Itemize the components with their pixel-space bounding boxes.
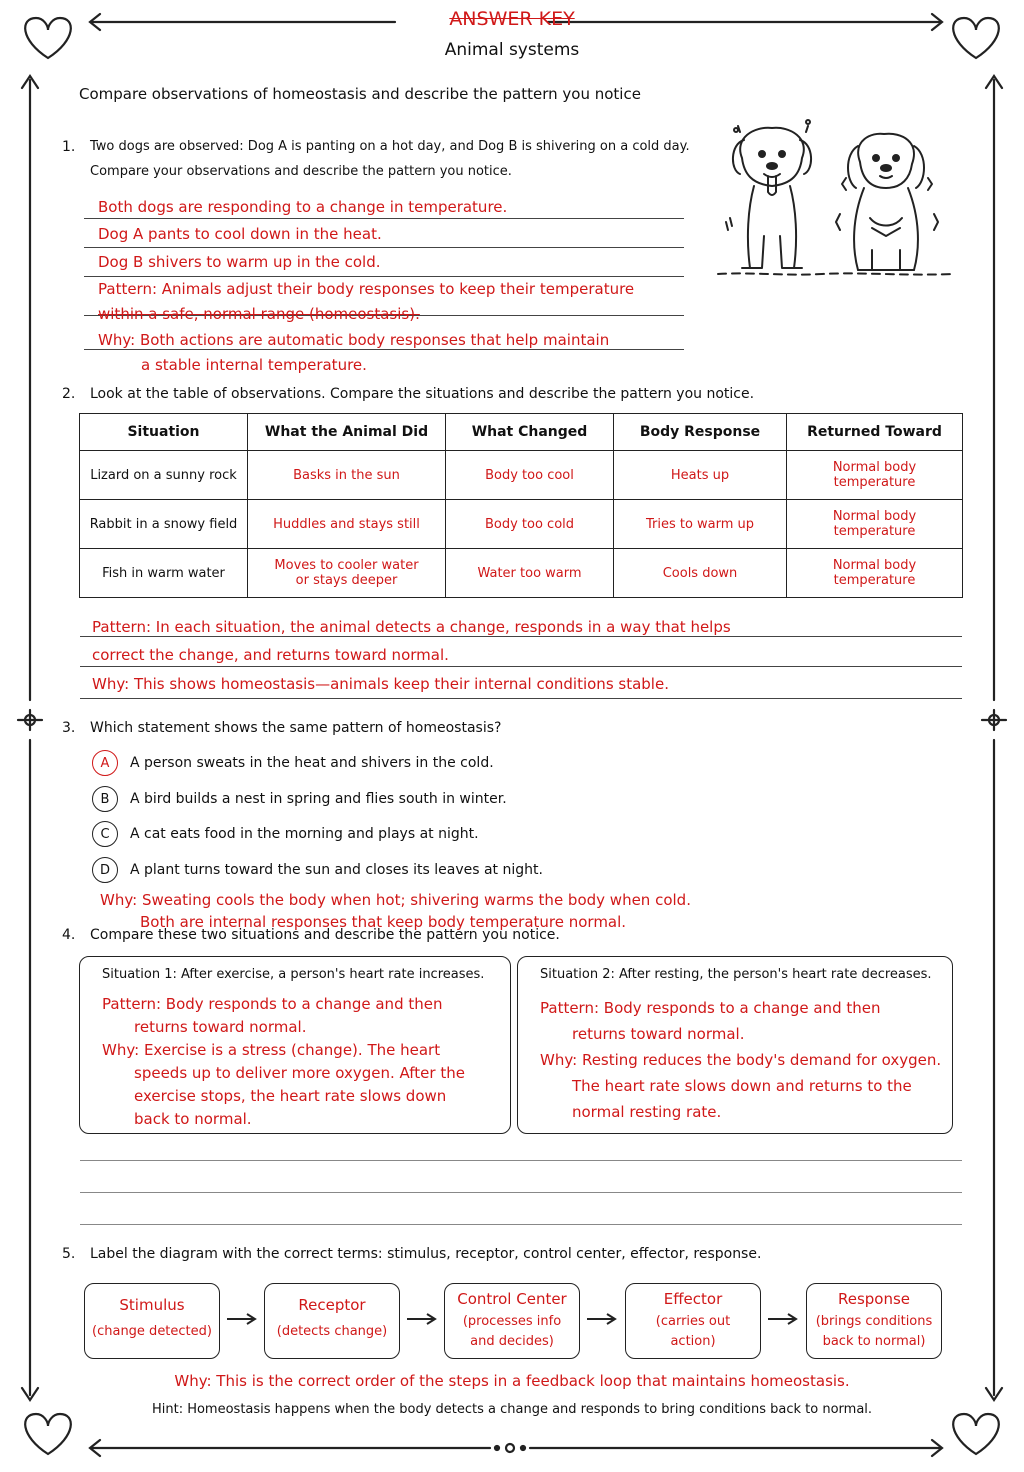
situation-2-heading: Situation 2: After resting, the person's heart rate decreases. — [540, 967, 932, 982]
q2-answer-line: Why: This shows homeostasis—animals keep their internal conditions stable. — [92, 675, 669, 693]
table-header-cell: Situation — [80, 414, 248, 451]
arrow-right-icon — [405, 1312, 439, 1326]
q1-answer-line: within a safe, normal range (homeostasis). — [98, 305, 420, 323]
situation-2-answer — [540, 995, 941, 1125]
q2-answer-line: Pattern: In each situation, the animal detects a change, responds in a way that helps — [92, 618, 731, 636]
table-cell: Body too cold — [446, 500, 614, 549]
situation-1-answer — [102, 993, 465, 1131]
answer-line: returns toward normal. — [572, 1025, 745, 1043]
q1-answer-line: Dog B shivers to warm up in the cold. — [98, 253, 381, 271]
q4-number: 4. — [62, 927, 76, 943]
flow-box-response — [806, 1283, 942, 1359]
answer-line: exercise stops, the heart rate slows down — [134, 1087, 447, 1105]
flow-box-sub: (carries out action) — [655, 1314, 731, 1349]
flow-box-title: Receptor — [298, 1296, 366, 1314]
flow-box-sub: (change detected) — [92, 1324, 212, 1339]
arrow-right-icon — [766, 1312, 800, 1326]
flow-box-title: Response — [837, 1290, 911, 1308]
table-header-row — [80, 414, 963, 451]
table-row — [80, 451, 963, 500]
flow-box-sub: (detects change) — [276, 1324, 388, 1339]
q3-why-line2: Both are internal responses that keep body temperature normal. — [140, 913, 627, 931]
q1-number: 1. — [62, 139, 76, 155]
answer-line: normal resting rate. — [572, 1103, 722, 1121]
q5-number: 5. — [62, 1246, 76, 1262]
table-cell: Body too cool — [446, 451, 614, 500]
table-cell: Huddles and stays still — [248, 500, 446, 549]
q1-answer-line: Both dogs are responding to a change in temperature. — [98, 198, 508, 216]
heart-icon — [25, 1414, 71, 1454]
observations-table — [79, 413, 963, 598]
answer-line: Why: Exercise is a stress (change). The heart — [102, 1041, 441, 1059]
table-row — [80, 500, 963, 549]
table-cell: Cools down — [614, 549, 787, 598]
option-letter: D — [92, 857, 118, 883]
q5-why: Why: This is the correct order of the steps in a feedback loop that maintains homeostasis. — [174, 1372, 850, 1390]
answer-line: Pattern: Body responds to a change and then — [540, 999, 881, 1017]
q3-why-line1: Why: Sweating cools the body when hot; shivering warms the body when cold. — [100, 891, 691, 909]
table-cell: Lizard on a sunny rock — [80, 451, 248, 500]
q4-text: Compare these two situations and describe the pattern you notice. — [90, 927, 560, 943]
option-text: A cat eats food in the morning and plays at night. — [130, 826, 479, 842]
option-letter: B — [92, 786, 118, 812]
q3-option-d[interactable] — [92, 857, 543, 883]
table-cell: Normal body temperature — [787, 500, 963, 549]
flow-box-effector — [625, 1283, 761, 1359]
flow-box-sub: (processes info and decides) — [462, 1314, 562, 1349]
flow-box-title: Effector — [663, 1290, 723, 1308]
flow-box-control-center — [444, 1283, 580, 1359]
situation-2-box — [517, 956, 953, 1134]
q3-text: Which statement shows the same pattern of homeostasis? — [90, 720, 502, 736]
table-header-cell: Body Response — [614, 414, 787, 451]
table-cell: Basks in the sun — [248, 451, 446, 500]
q1-answer-line: Dog A pants to cool down in the heat. — [98, 225, 382, 243]
table-cell: Normal body temperature — [787, 549, 963, 598]
table-cell: Heats up — [614, 451, 787, 500]
q5-hint: Hint: Homeostasis happens when the body detects a change and responds to bring conditions back to normal. — [151, 1402, 873, 1417]
option-text: A plant turns toward the sun and closes its leaves at night. — [130, 862, 543, 878]
option-text: A bird builds a nest in spring and flies south in winter. — [130, 791, 507, 807]
answer-line: returns toward normal. — [134, 1018, 307, 1036]
option-letter: A — [92, 750, 118, 776]
situation-1-box — [79, 956, 511, 1134]
option-letter: C — [92, 821, 118, 847]
page-subtitle: Animal systems — [444, 40, 580, 60]
table-header-cell: Returned Toward — [787, 414, 963, 451]
q3-option-c[interactable] — [92, 821, 479, 847]
q2-number: 2. — [62, 386, 76, 402]
flow-box-receptor — [264, 1283, 400, 1359]
flow-box-title: Stimulus — [119, 1296, 185, 1314]
q3-number: 3. — [62, 720, 76, 736]
table-header-cell: What the Animal Did — [248, 414, 446, 451]
page-instruction: Compare observations of homeostasis and describe the pattern you notice — [79, 85, 641, 103]
answer-line: The heart rate slows down and returns to the — [572, 1077, 912, 1095]
q1-text-line2: Compare your observations and describe the pattern you notice. — [90, 164, 512, 179]
table-cell: Rabbit in a snowy field — [80, 500, 248, 549]
flow-box-sub: (brings conditions back to normal) — [815, 1314, 933, 1349]
q3-option-b[interactable] — [92, 786, 507, 812]
answer-line: speeds up to deliver more oxygen. After the — [134, 1064, 465, 1082]
flow-box-stimulus — [84, 1283, 220, 1359]
table-cell: Fish in warm water — [80, 549, 248, 598]
answer-key-title: ANSWER KEY — [449, 8, 575, 30]
q1-answer-line: Why: Both actions are automatic body responses that help maintain — [98, 331, 610, 349]
q1-answer-lines — [84, 192, 684, 374]
answer-line: back to normal. — [134, 1110, 252, 1128]
q5-text: Label the diagram with the correct terms: stimulus, receptor, control center, effector, response. — [90, 1246, 762, 1262]
q2-answer-line: correct the change, and returns toward normal. — [92, 646, 449, 664]
table-cell: Tries to warm up — [614, 500, 787, 549]
two-dogs-illustration — [712, 118, 962, 290]
heart-icon — [953, 1414, 999, 1454]
table-header-cell: What Changed — [446, 414, 614, 451]
option-text: A person sweats in the heat and shivers in the cold. — [130, 755, 494, 771]
table-cell: Moves to cooler water or stays deeper — [248, 549, 446, 598]
table-cell: Normal body temperature — [787, 451, 963, 500]
q2-text: Look at the table of observations. Compare the situations and describe the pattern you notice. — [90, 386, 755, 402]
q2-answer-lines — [80, 614, 962, 700]
situation-1-heading: Situation 1: After exercise, a person's heart rate increases. — [102, 967, 485, 982]
q1-answer-line: Pattern: Animals adjust their body responses to keep their temperature — [98, 280, 635, 298]
answer-line: Why: Resting reduces the body's demand for oxygen. — [540, 1051, 942, 1069]
answer-line: Pattern: Body responds to a change and then — [102, 995, 443, 1013]
arrow-right-icon — [585, 1312, 619, 1326]
arrow-right-icon — [225, 1312, 259, 1326]
table-row — [80, 549, 963, 598]
q1-text-line1: Two dogs are observed: Dog A is panting on a hot day, and Dog B is shivering on a cold day. — [90, 139, 690, 154]
q4-blank-lines — [80, 1158, 962, 1228]
table-cell: Water too warm — [446, 549, 614, 598]
q3-option-a[interactable] — [92, 750, 494, 776]
flow-box-title: Control Center — [457, 1290, 567, 1308]
q1-answer-line: a stable internal temperature. — [141, 356, 367, 374]
